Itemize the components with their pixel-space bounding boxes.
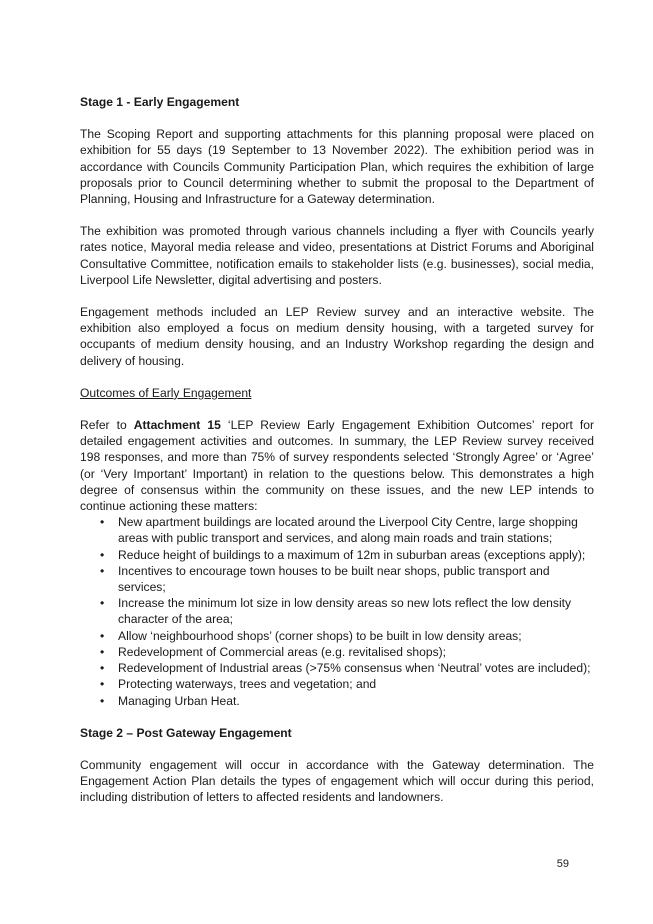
stage1-paragraph-3: Engagement methods included an LEP Review survey and an interactive website. The exhibition also employed a focus on medium density housing, with a targeted survey for occupants of medium density housing, and an Industry Workshop regarding the design and delivery of housing.	[80, 305, 594, 368]
list-item: • Managing Urban Heat.	[100, 693, 240, 708]
stage1-paragraph-1: The Scoping Report and supporting attachments for this planning proposal were placed on exhibition for 55 days (19 September to 13 November 2022). The exhibition period was in accordance with Councils Community Participation Plan, which requires the exhibition of large proposals prior to Council determining whether to submit the proposal to the Department of Planning, Housing and Infrastructure for a Gateway determination.	[80, 127, 594, 207]
stage1-paragraph-2: The exhibition was promoted through various channels including a flyer with Councils yearly rates notice, Mayoral media release and video, presentations at District Forums and Aboriginal Consultative Committee, notification emails to stakeholder lists (e.g. businesses), social media, Liverpool Life Newsletter, digital advertising and posters.	[80, 224, 594, 287]
bullet-icon: •	[100, 563, 105, 578]
list-item: • Reduce height of buildings to a maximum of 12m in suburban areas (exceptions apply);	[100, 547, 586, 562]
bullet-icon: •	[100, 644, 105, 659]
bullet-icon: •	[100, 677, 105, 692]
list-item: • Increase the minimum lot size in low density areas so new lots reflect the low density character of the area;	[100, 596, 572, 627]
list-item: • Redevelopment of Commercial areas (e.g. revitalised shops);	[100, 644, 447, 659]
outcomes-intro-post: ‘LEP Review Early Engagement Exhibition Outcomes’ report for detailed engagement activities and outcomes. In summary, the LEP Review survey received 198 responses, and more than 75% of survey respondents selected ‘Strongly Agree’ or ‘Agree’ (or ‘Very Important’ Important) in relation to the questions below. This demonstrates a high degree of consensus within the community on these issues, and the new LEP intends to continue actioning these matters:	[80, 418, 594, 514]
bullet-icon: •	[100, 693, 105, 708]
document-page	[80, 94, 594, 806]
stage2-paragraph-1: Community engagement will occur in accordance with the Gateway determination. The Engagement Action Plan details the types of engagement which will occur during this period, including distribution of letters to affected residents and landowners.	[80, 757, 594, 805]
outcomes-intro-pre: Refer to	[80, 418, 134, 433]
attachment-reference: Attachment 15	[133, 418, 221, 433]
list-item: • Redevelopment of Industrial areas (>75% consensus when ‘Neutral’ votes are included);	[100, 661, 591, 676]
stage1-heading: Stage 1 - Early Engagement	[80, 95, 240, 109]
list-item: • Allow ‘neighbourhood shops’ (corner shops) to be built in low density areas;	[100, 628, 522, 643]
bullet-icon: •	[100, 547, 105, 562]
list-item: • Protecting waterways, trees and vegetation; and	[100, 677, 377, 692]
page-number: 59	[556, 858, 569, 870]
outcomes-subheading: Outcomes of Early Engagement	[80, 385, 252, 400]
bullet-icon: •	[100, 628, 105, 643]
list-item: • Incentives to encourage town houses to be built near shops, public transport and services;	[100, 563, 550, 595]
bullet-icon: •	[100, 596, 105, 611]
bullet-icon: •	[100, 661, 105, 676]
bullet-icon: •	[100, 515, 105, 530]
outcomes-list	[80, 514, 594, 708]
outcomes-intro	[80, 417, 594, 514]
list-item: • New apartment buildings are located around the Liverpool City Centre, large shopping areas with public transport and services, and along main roads and train stations;	[100, 515, 578, 546]
stage2-heading: Stage 2 – Post Gateway Engagement	[80, 725, 292, 740]
